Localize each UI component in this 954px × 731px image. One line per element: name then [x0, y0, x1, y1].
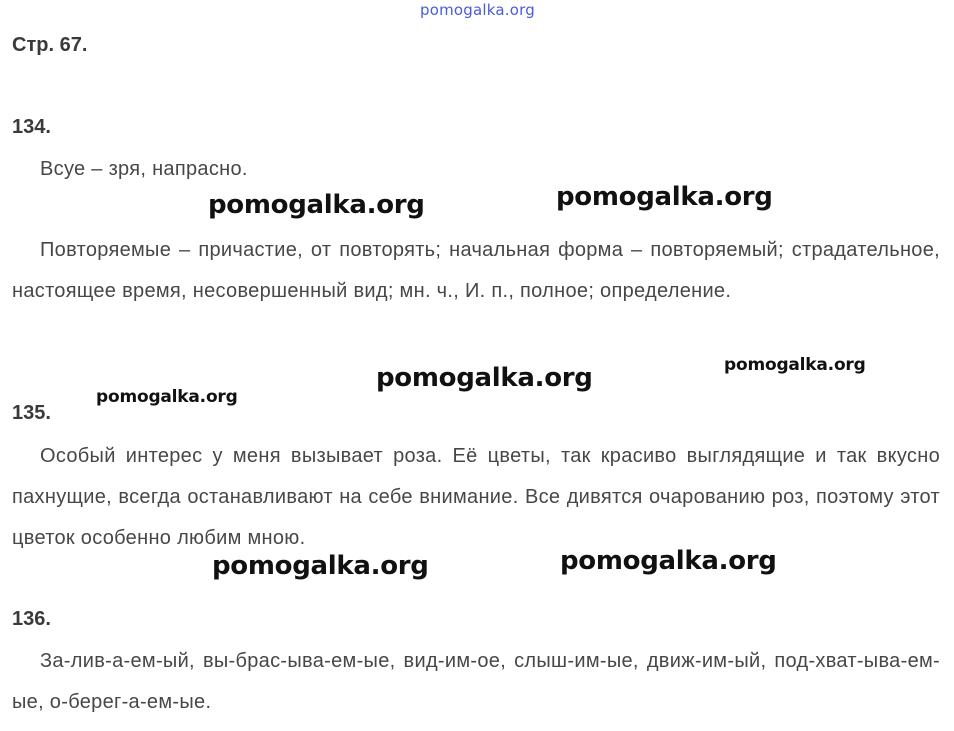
- exercise-number-134: 134.: [12, 116, 51, 138]
- exercise-134-paragraph-2: Повторяемые – причастие, от повторять; начальная форма – повторяемый; страдательное, настоящее время, несовершенный вид; мн. ч., И. п., полное; определение.: [12, 239, 940, 302]
- watermark: pomogalka.org: [724, 355, 866, 375]
- exercise-number-136: 136.: [12, 608, 51, 630]
- watermark: pomogalka.org: [212, 551, 429, 581]
- top-watermark[interactable]: pomogalka.org: [420, 1, 535, 19]
- exercise-135-paragraph-1: Особый интерес у меня вызывает роза. Её цветы, так красиво выглядящие и так вкусно пахнущие, всегда останавливают на себе внимание. Все дивятся очарованию роз, поэтому этот цветок особенно любим мною.: [12, 445, 940, 549]
- exercise-136-paragraph-1: За-лив-а-ем-ый, вы-брас-ыва-ем-ые, вид-им-ое, слыш-им-ые, движ-им-ый, под-хват-ыва-ем-ые, о-берег-а-ем-ые.: [12, 650, 940, 713]
- watermark: pomogalka.org: [376, 363, 593, 393]
- watermark: pomogalka.org: [556, 182, 773, 212]
- watermark: pomogalka.org: [560, 546, 777, 576]
- exercise-number-135: 135.: [12, 402, 51, 424]
- watermark: pomogalka.org: [208, 190, 425, 220]
- page-reference: Стр. 67.: [12, 34, 88, 56]
- watermark: pomogalka.org: [96, 387, 238, 407]
- exercise-134-paragraph-1: Всуе – зря, напрасно.: [40, 158, 248, 180]
